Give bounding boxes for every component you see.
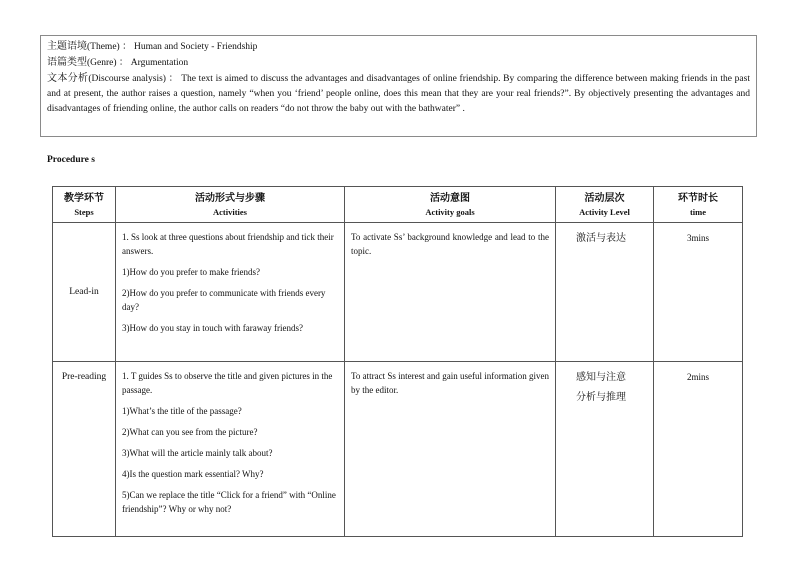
activity-item: 1. T guides Ss to observe the title and given pictures in the passage. [122, 371, 333, 395]
header-en: time [689, 206, 707, 217]
activities-cell [116, 362, 345, 537]
step-cell: Lead-in [53, 223, 116, 362]
analysis-text: (Discourse analysis) ： The text is aimed to discuss the advantages and disadvantages of online friendship. By comparing the difference between making friends in the past and at present, the author raises a question, namely “when you ‘friend’ people online, does this mean that they are your real friends?”. By objectively presenting the advantages and disadvantages of friending online, the author calls on readers “do not throw the baby out with the bathwater” . [47, 74, 750, 114]
level-item: 感知与注意 [576, 372, 626, 383]
header-en: Steps [74, 206, 94, 217]
time-cell: 2mins [654, 362, 743, 537]
header-activity-level [556, 187, 654, 223]
activity-item: 3)What will the article mainly talk about? [122, 448, 273, 458]
header-en: Activity goals [425, 206, 475, 217]
lesson-info-box [40, 35, 757, 137]
level-cell [556, 223, 654, 362]
level-cell [556, 362, 654, 537]
activity-item: 2)What can you see from the picture? [122, 427, 258, 437]
theme-line [47, 39, 750, 55]
header-zh: 活动意图 [430, 192, 470, 204]
table-row [53, 362, 743, 537]
header-zh: 活动层次 [584, 192, 625, 204]
table-header-row [53, 187, 743, 223]
genre-line [47, 55, 750, 71]
procedures-heading: Procedure s [47, 155, 95, 165]
goal-cell: To activate Ss’ background knowledge and lead to the topic. [345, 223, 556, 362]
activity-item: 3)How do you stay in touch with faraway friends? [122, 323, 303, 333]
goal-cell: To attract Ss interest and gain useful information given by the editor. [345, 362, 556, 537]
activity-item: 1)How do you prefer to make friends? [122, 267, 260, 277]
header-en: Activities [213, 206, 247, 217]
procedure-table [52, 186, 743, 537]
level-item: 分析与推理 [576, 392, 626, 403]
activity-item: 5)Can we replace the title “Click for a friend” with “Online friendship”? Why or why not? [122, 490, 336, 514]
header-zh: 活动形式与步骤 [195, 192, 265, 204]
header-en: Activity Level [579, 206, 630, 217]
header-time [654, 187, 743, 223]
activity-item: 1)What’s the title of the passage? [122, 406, 242, 416]
discourse-analysis [47, 71, 750, 117]
header-activities [116, 187, 345, 223]
activity-item: 4)Is the question mark essential? Why? [122, 469, 264, 479]
activity-item: 1. Ss look at three questions about friendship and tick their answers. [122, 232, 334, 256]
genre-value: (Genre) ： Argumentation [87, 58, 189, 68]
header-zh: 教学环节 [64, 192, 104, 204]
analysis-label: 文本分析 [47, 73, 89, 84]
time-cell: 3mins [654, 223, 743, 362]
header-activity-goals [345, 187, 556, 223]
header-zh: 环节时长 [678, 192, 718, 204]
activity-item: 2)How do you prefer to communicate with friends every day? [122, 288, 326, 312]
step-cell: Pre-reading [53, 362, 116, 537]
theme-value: (Theme) ： Human and Society - Friendship [87, 42, 258, 52]
level-item: 激活与表达 [576, 233, 626, 244]
genre-label: 语篇类型 [47, 57, 87, 68]
table-row [53, 223, 743, 362]
activities-cell [116, 223, 345, 362]
theme-label: 主题语境 [47, 41, 87, 52]
header-steps [53, 187, 116, 223]
